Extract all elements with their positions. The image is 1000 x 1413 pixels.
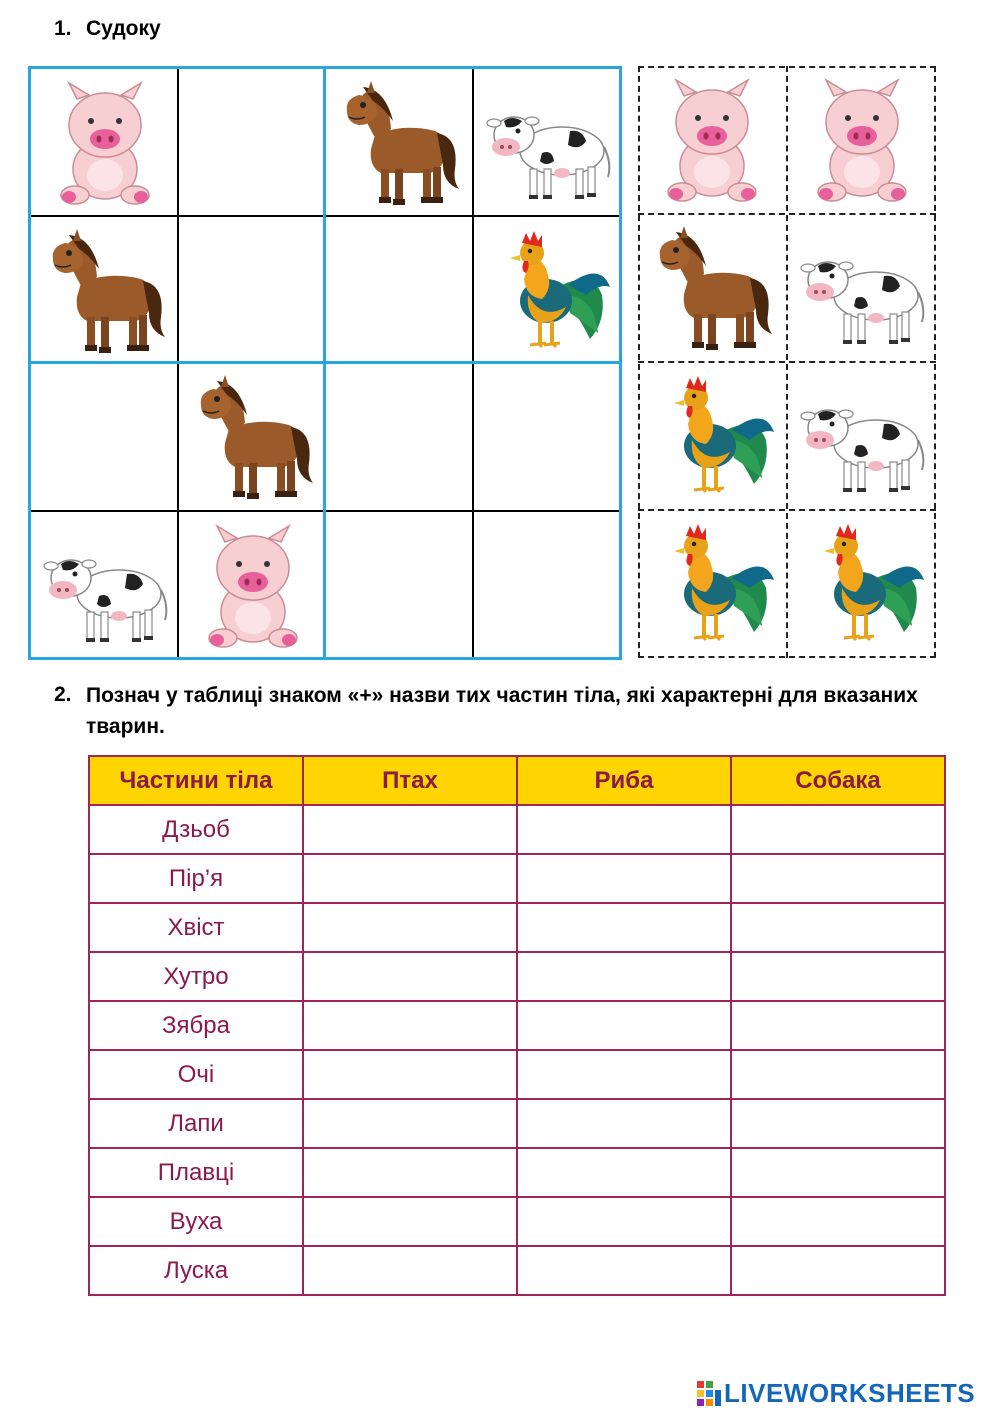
sudoku-cell-filled (474, 69, 622, 217)
rooster-icon (482, 225, 614, 357)
table-row (89, 1246, 945, 1295)
table-row (89, 952, 945, 1001)
cow-icon (482, 77, 614, 209)
answer-cell-bird[interactable] (303, 1001, 517, 1050)
sudoku-cell-empty[interactable] (474, 363, 622, 511)
answer-cell-dog[interactable] (731, 1148, 945, 1197)
answer-cell-fish[interactable] (517, 1099, 731, 1148)
sudoku-cell-empty[interactable] (325, 512, 473, 660)
horse-icon (646, 222, 778, 354)
body-part-label: Плавці (89, 1148, 303, 1197)
task-1-number: 1. (54, 17, 72, 40)
task-2-heading (54, 680, 954, 742)
rooster-icon (796, 518, 928, 650)
sudoku-cell-filled (474, 217, 622, 365)
cutout-piece[interactable] (638, 66, 786, 214)
sudoku-cell-filled (325, 69, 473, 217)
liveworksheets-icon (696, 1379, 722, 1407)
header-body-parts: Частини тіла (89, 756, 303, 805)
answer-cell-bird[interactable] (303, 903, 517, 952)
table-row (89, 1050, 945, 1099)
rooster-icon (646, 518, 778, 650)
body-part-label: Зябра (89, 1001, 303, 1050)
pig-icon (796, 74, 928, 206)
table-row (89, 1001, 945, 1050)
answer-cell-dog[interactable] (731, 1099, 945, 1148)
answer-cell-bird[interactable] (303, 952, 517, 1001)
answer-cell-bird[interactable] (303, 1148, 517, 1197)
answer-cell-bird[interactable] (303, 1246, 517, 1295)
body-part-label: Дзьоб (89, 805, 303, 854)
pig-icon (39, 77, 171, 209)
brand-name: LIVEWORKSHEETS (724, 1377, 976, 1408)
table-header-row (89, 756, 945, 805)
answer-cell-dog[interactable] (731, 1246, 945, 1295)
answer-cell-fish[interactable] (517, 854, 731, 903)
answer-cell-dog[interactable] (731, 952, 945, 1001)
answer-cell-fish[interactable] (517, 1246, 731, 1295)
cow-icon (796, 370, 928, 502)
sudoku-cell-filled (31, 217, 179, 365)
task-2-number: 2. (54, 683, 72, 706)
horse-icon (187, 371, 319, 503)
cutout-piece[interactable] (638, 214, 786, 362)
task-2-instructions: Познач у таблиці знаком «+» назви тих частин тіла, які характерні для вказаних тварин. (86, 684, 918, 738)
cutout-piece[interactable] (788, 362, 936, 510)
header-bird: Птах (303, 756, 517, 805)
table-row (89, 903, 945, 952)
sudoku-cell-empty[interactable] (325, 217, 473, 365)
table-row (89, 1148, 945, 1197)
pig-icon (646, 74, 778, 206)
cutout-piece[interactable] (788, 66, 936, 214)
header-dog: Собака (731, 756, 945, 805)
answer-cell-bird[interactable] (303, 1099, 517, 1148)
sudoku-cell-filled (179, 363, 327, 511)
cutout-piece[interactable] (638, 510, 786, 658)
table-row (89, 1197, 945, 1246)
body-part-label: Лапи (89, 1099, 303, 1148)
answer-cell-fish[interactable] (517, 1197, 731, 1246)
body-part-label: Хутро (89, 952, 303, 1001)
table-row (89, 1099, 945, 1148)
answer-cell-dog[interactable] (731, 1197, 945, 1246)
answer-cell-fish[interactable] (517, 1148, 731, 1197)
answer-cell-fish[interactable] (517, 805, 731, 854)
horse-icon (39, 225, 171, 357)
answer-cell-fish[interactable] (517, 903, 731, 952)
answer-cell-fish[interactable] (517, 1050, 731, 1099)
cutout-piece[interactable] (638, 362, 786, 510)
answer-cell-bird[interactable] (303, 805, 517, 854)
answer-cell-bird[interactable] (303, 1197, 517, 1246)
body-part-label: Пір’я (89, 854, 303, 903)
sudoku-cell-empty[interactable] (179, 217, 327, 365)
table-row (89, 854, 945, 903)
answer-cell-dog[interactable] (731, 805, 945, 854)
sudoku-cell-filled (31, 69, 179, 217)
sudoku-cell-empty[interactable] (325, 363, 473, 511)
body-part-label: Хвіст (89, 903, 303, 952)
table-row (89, 805, 945, 854)
cow-icon (39, 520, 171, 652)
answer-cell-dog[interactable] (731, 854, 945, 903)
task-1-title: Судоку (86, 17, 161, 40)
body-part-label: Очі (89, 1050, 303, 1099)
answer-cell-dog[interactable] (731, 903, 945, 952)
horse-icon (333, 77, 465, 209)
sudoku-grid (28, 66, 622, 660)
cow-icon (796, 222, 928, 354)
body-parts-table (88, 755, 946, 1296)
cutout-piece[interactable] (788, 214, 936, 362)
liveworksheets-logo (696, 1375, 996, 1411)
answer-cell-fish[interactable] (517, 1001, 731, 1050)
task-1-heading (54, 14, 454, 44)
sudoku-cell-empty[interactable] (474, 512, 622, 660)
answer-cell-bird[interactable] (303, 1050, 517, 1099)
cutout-piece[interactable] (788, 510, 936, 658)
rooster-icon (646, 370, 778, 502)
body-part-label: Луска (89, 1246, 303, 1295)
body-part-label: Вуха (89, 1197, 303, 1246)
answer-cell-bird[interactable] (303, 854, 517, 903)
sudoku-cell-filled (179, 512, 327, 660)
pig-icon (187, 520, 319, 652)
answer-cell-dog[interactable] (731, 1050, 945, 1099)
sudoku-cell-empty[interactable] (31, 363, 179, 511)
cutout-pieces (638, 66, 936, 658)
answer-cell-fish[interactable] (517, 952, 731, 1001)
answer-cell-dog[interactable] (731, 1001, 945, 1050)
header-fish: Риба (517, 756, 731, 805)
sudoku-cell-empty[interactable] (179, 69, 327, 217)
sudoku-cell-filled (31, 512, 179, 660)
